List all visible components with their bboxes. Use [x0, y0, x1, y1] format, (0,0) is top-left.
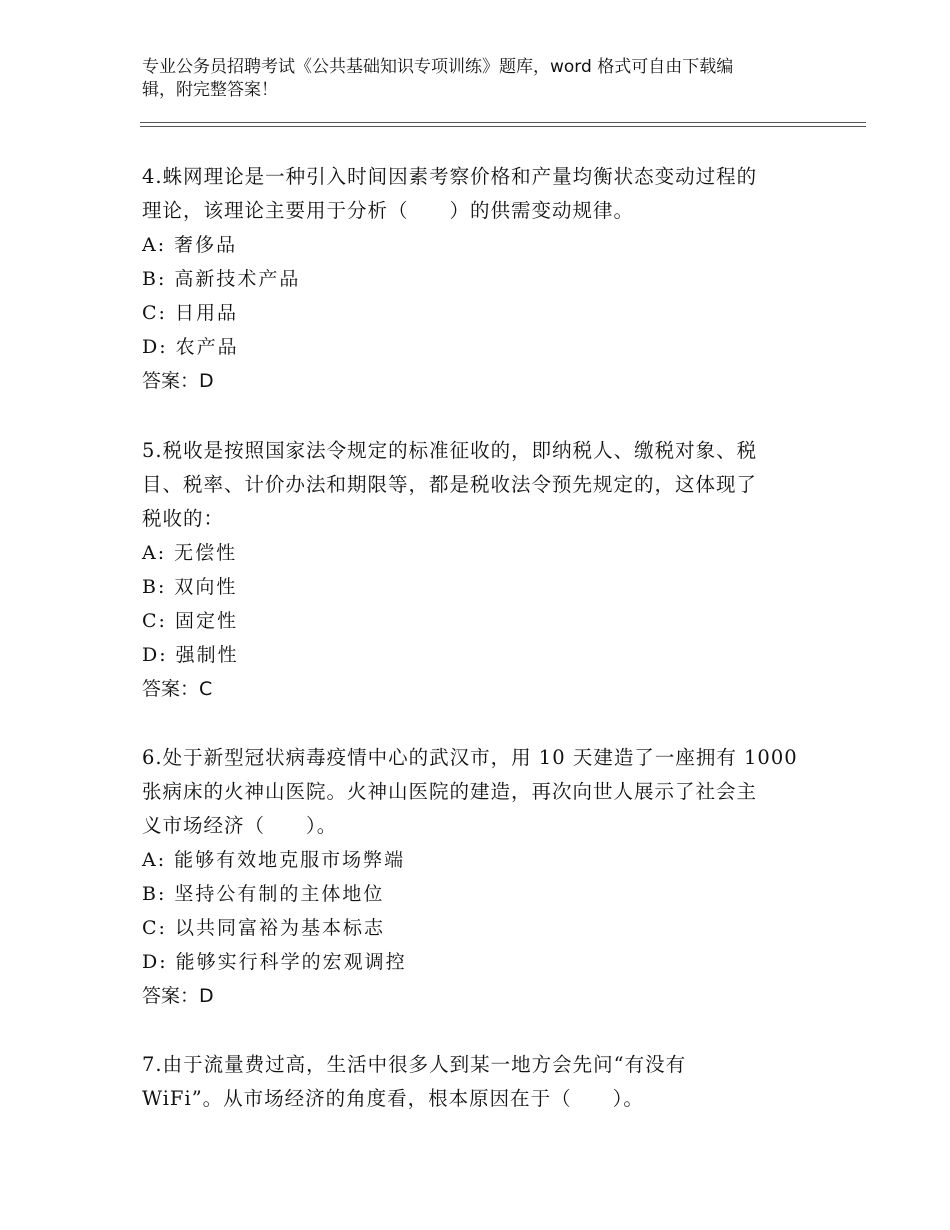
option-c: C: 以共同富裕为基本标志 — [142, 917, 385, 939]
question-4 — [142, 160, 822, 398]
option-d: D: 农产品 — [142, 336, 239, 358]
option-a: A: 能够有效地克服市场弊端 — [142, 849, 406, 871]
option-c: C: 日用品 — [142, 302, 238, 324]
question-stem-line: 6.处于新型冠状病毒疫情中心的武汉市，用 10 天建造了一座拥有 1000 — [142, 746, 798, 769]
question-stem-line: 张病床的火神山医院。火神山医院的建造，再次向世人展示了社会主 — [142, 780, 758, 803]
option-b: B: 高新技术产品 — [142, 268, 301, 290]
question-5 — [142, 434, 822, 706]
question-stem-line: 5.税收是按照国家法令规定的标准征收的，即纳税人、缴税对象、税 — [142, 439, 758, 462]
option-d: D: 能够实行科学的宏观调控 — [142, 951, 407, 973]
answer-label: 答案：D — [142, 370, 214, 392]
answer-label: 答案：C — [142, 678, 213, 700]
option-d: D: 强制性 — [142, 644, 239, 666]
header-line-2: 辑，附完整答案！ — [142, 80, 278, 100]
question-stem-line: 税收的： — [142, 507, 225, 530]
question-stem-line: 7.由于流量费过高，生活中很多人到某一地方会先问“有没有 — [142, 1053, 687, 1076]
document-header — [142, 56, 802, 102]
header-divider-bottom — [140, 126, 866, 127]
header-line-1: 专业公务员招聘考试《公共基础知识专项训练》题库，word 格式可自由下载编 — [142, 57, 734, 77]
answer-label: 答案：D — [142, 985, 214, 1007]
question-stem-line: 理论，该理论主要用于分析（ ）的供需变动规律。 — [142, 199, 635, 222]
question-stem-line: 目、税率、计价办法和期限等，都是税收法令预先规定的，这体现了 — [142, 473, 758, 496]
option-b: B: 坚持公有制的主体地位 — [142, 883, 385, 905]
question-stem-line: 义市场经济（ ）。 — [142, 814, 338, 837]
question-stem-line: 4.蛛网理论是一种引入时间因素考察价格和产量均衡状态变动过程的 — [142, 165, 758, 188]
option-c: C: 固定性 — [142, 610, 238, 632]
option-a: A: 奢侈品 — [142, 234, 238, 256]
question-7 — [142, 1048, 822, 1116]
option-a: A: 无偿性 — [142, 542, 238, 564]
question-stem-line: WiFi”。从市场经济的角度看，根本原因在于（ ）。 — [142, 1087, 644, 1110]
header-divider-top — [140, 122, 866, 123]
question-6 — [142, 741, 822, 1013]
option-b: B: 双向性 — [142, 576, 238, 598]
